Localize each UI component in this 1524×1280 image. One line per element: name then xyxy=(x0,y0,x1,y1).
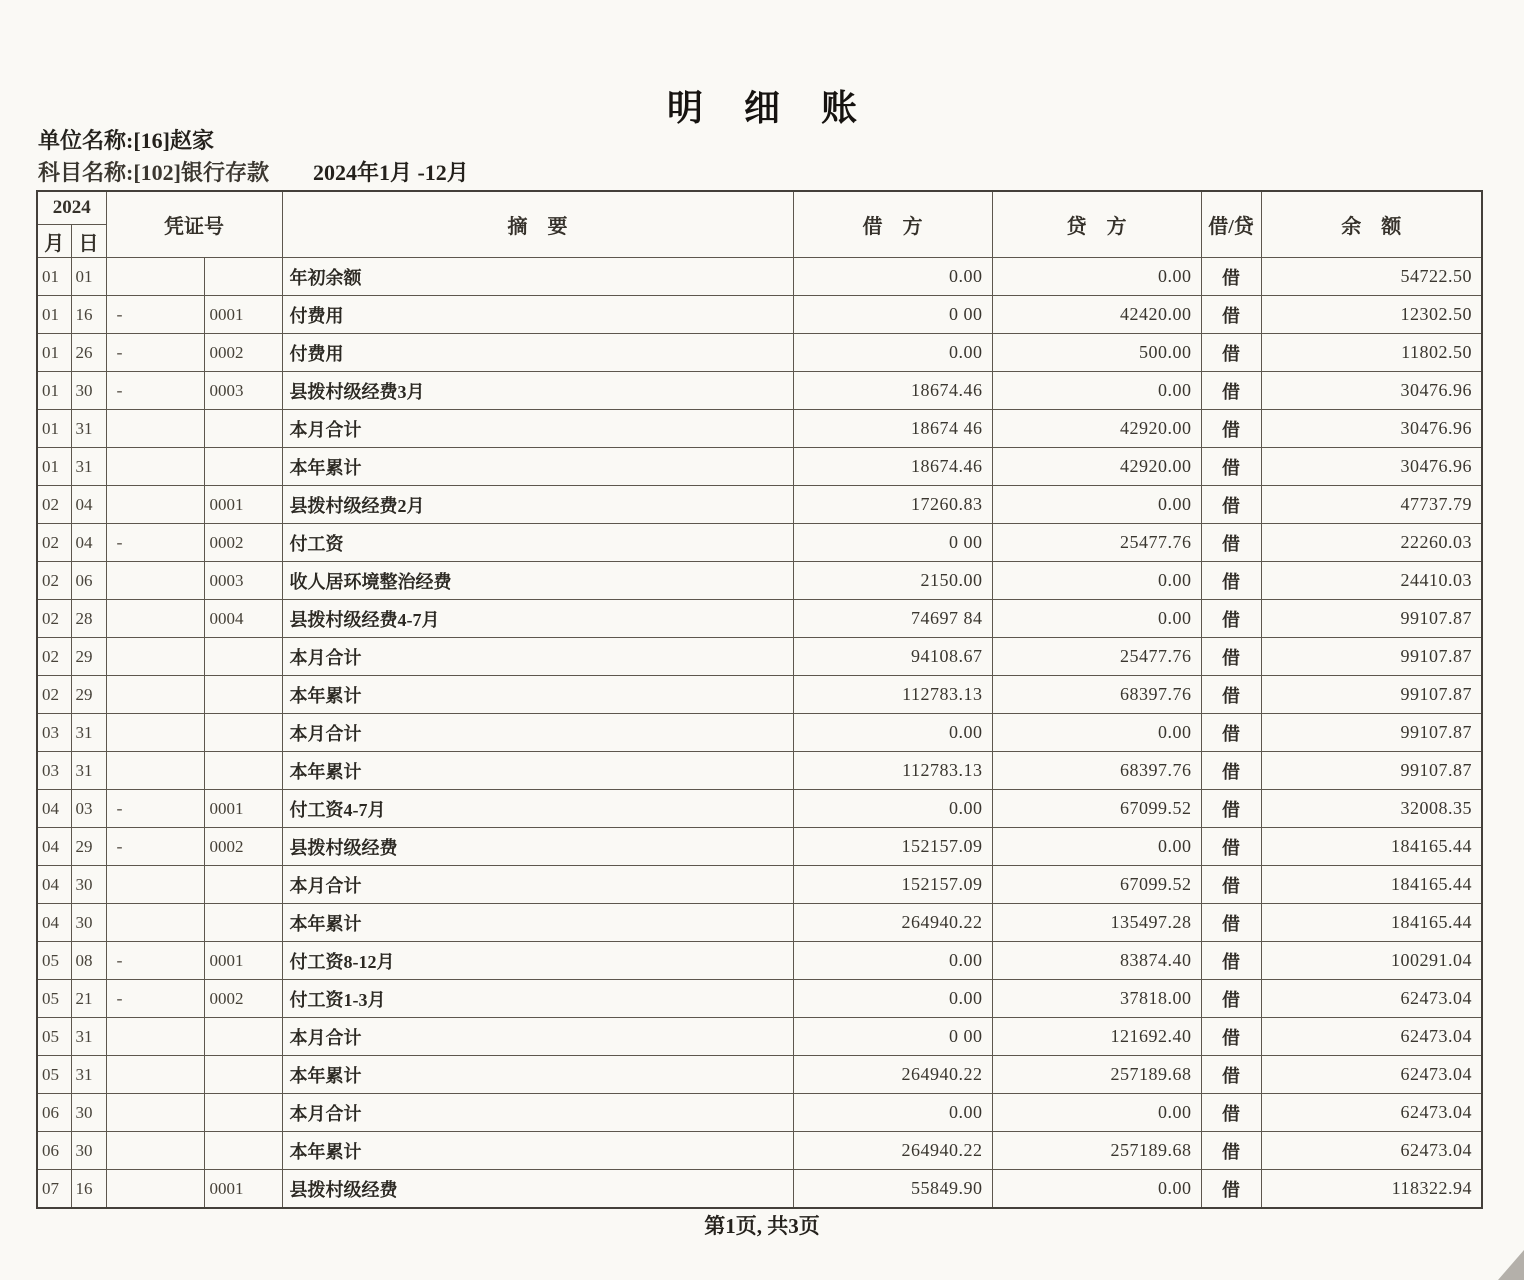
cell-month: 02 xyxy=(37,676,71,714)
cell-balance: 62473.04 xyxy=(1261,1056,1482,1094)
cell-day: 08 xyxy=(71,942,106,980)
page-title: 明 细 账 xyxy=(666,88,873,128)
period-label: 2024年1月 -12月 xyxy=(312,160,469,185)
cell-day: 31 xyxy=(71,1056,106,1094)
cell-summary: 本年累计 xyxy=(282,904,793,942)
cell-day: 29 xyxy=(71,828,106,866)
cell-credit: 0.00 xyxy=(992,1170,1201,1209)
cell-summary: 付工资 xyxy=(282,524,793,562)
cell-summary: 本年累计 xyxy=(282,448,793,486)
table-row xyxy=(37,676,1482,714)
cell-balance: 100291.04 xyxy=(1261,942,1482,980)
cell-direction: 借 xyxy=(1201,1094,1261,1132)
header-row-top xyxy=(37,191,1482,225)
table-row xyxy=(37,486,1482,524)
cell-debit: 0.00 xyxy=(793,334,992,372)
cell-balance: 99107.87 xyxy=(1261,676,1482,714)
cell-voucher-prefix xyxy=(106,600,204,638)
table-row xyxy=(37,296,1482,334)
cell-day: 16 xyxy=(71,1170,106,1209)
cell-balance: 62473.04 xyxy=(1261,1132,1482,1170)
cell-voucher-prefix xyxy=(106,676,204,714)
cell-month: 05 xyxy=(37,1056,71,1094)
cell-credit: 68397.76 xyxy=(992,752,1201,790)
cell-credit: 67099.52 xyxy=(992,866,1201,904)
cell-day: 31 xyxy=(71,410,106,448)
table-row xyxy=(37,258,1482,296)
cell-credit: 0.00 xyxy=(992,562,1201,600)
cell-direction: 借 xyxy=(1201,1056,1261,1094)
cell-balance: 99107.87 xyxy=(1261,752,1482,790)
cell-direction: 借 xyxy=(1201,790,1261,828)
table-row xyxy=(37,904,1482,942)
cell-voucher-prefix xyxy=(106,638,204,676)
cell-credit: 67099.52 xyxy=(992,790,1201,828)
cell-voucher-prefix: - xyxy=(106,372,204,410)
table-row xyxy=(37,600,1482,638)
cell-debit: 0 00 xyxy=(793,524,992,562)
cell-balance: 30476.96 xyxy=(1261,372,1482,410)
cell-summary: 县拨村级经费 xyxy=(282,828,793,866)
cell-voucher: 0002 xyxy=(204,980,282,1018)
cell-credit: 83874.40 xyxy=(992,942,1201,980)
cell-day: 04 xyxy=(71,524,106,562)
table-row xyxy=(37,1132,1482,1170)
cell-voucher xyxy=(204,638,282,676)
cell-debit: 0.00 xyxy=(793,980,992,1018)
cell-day: 31 xyxy=(71,448,106,486)
cell-voucher xyxy=(204,1018,282,1056)
cell-direction: 借 xyxy=(1201,714,1261,752)
cell-voucher xyxy=(204,258,282,296)
cell-month: 02 xyxy=(37,562,71,600)
cell-credit: 0.00 xyxy=(992,600,1201,638)
account-line xyxy=(38,156,469,187)
cell-debit: 0.00 xyxy=(793,942,992,980)
cell-summary: 付工资4-7月 xyxy=(282,790,793,828)
cell-credit: 37818.00 xyxy=(992,980,1201,1018)
cell-debit: 55849.90 xyxy=(793,1170,992,1209)
table-row xyxy=(37,448,1482,486)
cell-direction: 借 xyxy=(1201,600,1261,638)
cell-direction: 借 xyxy=(1201,562,1261,600)
cell-debit: 264940.22 xyxy=(793,904,992,942)
cell-day: 06 xyxy=(71,562,106,600)
cell-balance: 99107.87 xyxy=(1261,638,1482,676)
debit-header: 借 方 xyxy=(793,191,992,258)
cell-month: 02 xyxy=(37,486,71,524)
cell-month: 03 xyxy=(37,752,71,790)
cell-voucher-prefix xyxy=(106,866,204,904)
cell-debit: 18674.46 xyxy=(793,448,992,486)
cell-debit: 18674 46 xyxy=(793,410,992,448)
cell-voucher xyxy=(204,866,282,904)
cell-credit: 0.00 xyxy=(992,714,1201,752)
cell-credit: 135497.28 xyxy=(992,904,1201,942)
cell-day: 26 xyxy=(71,334,106,372)
cell-voucher-prefix: - xyxy=(106,334,204,372)
cell-direction: 借 xyxy=(1201,676,1261,714)
cell-summary: 付费用 xyxy=(282,334,793,372)
cell-summary: 付工资8-12月 xyxy=(282,942,793,980)
cell-direction: 借 xyxy=(1201,1170,1261,1209)
cell-voucher: 0002 xyxy=(204,524,282,562)
cell-direction: 借 xyxy=(1201,334,1261,372)
cell-day: 30 xyxy=(71,372,106,410)
cell-summary: 本月合计 xyxy=(282,714,793,752)
cell-voucher-prefix xyxy=(106,410,204,448)
cell-credit: 0.00 xyxy=(992,486,1201,524)
cell-voucher xyxy=(204,448,282,486)
cell-day: 30 xyxy=(71,1094,106,1132)
cell-direction: 借 xyxy=(1201,524,1261,562)
account-name-label: 科目名称:[102]银行存款 xyxy=(38,160,269,185)
table-row xyxy=(37,1018,1482,1056)
cell-month: 03 xyxy=(37,714,71,752)
table-row xyxy=(37,524,1482,562)
cell-day: 29 xyxy=(71,676,106,714)
cell-summary: 县拨村级经费4-7月 xyxy=(282,600,793,638)
cell-month: 05 xyxy=(37,942,71,980)
cell-credit: 257189.68 xyxy=(992,1056,1201,1094)
cell-voucher-prefix: - xyxy=(106,828,204,866)
cell-day: 29 xyxy=(71,638,106,676)
cell-day: 03 xyxy=(71,790,106,828)
table-row xyxy=(37,1170,1482,1209)
cell-credit: 257189.68 xyxy=(992,1132,1201,1170)
cell-summary: 本年累计 xyxy=(282,752,793,790)
cell-credit: 25477.76 xyxy=(992,638,1201,676)
table-row xyxy=(37,790,1482,828)
cell-direction: 借 xyxy=(1201,1018,1261,1056)
cell-day: 01 xyxy=(71,258,106,296)
cell-debit: 18674.46 xyxy=(793,372,992,410)
cell-direction: 借 xyxy=(1201,828,1261,866)
cell-summary: 本月合计 xyxy=(282,638,793,676)
day-header: 日 xyxy=(71,225,106,258)
table-row xyxy=(37,980,1482,1018)
cell-voucher: 0003 xyxy=(204,372,282,410)
cell-month: 04 xyxy=(37,866,71,904)
cell-debit: 0.00 xyxy=(793,258,992,296)
cell-voucher xyxy=(204,1094,282,1132)
cell-voucher-prefix: - xyxy=(106,790,204,828)
cell-debit: 94108.67 xyxy=(793,638,992,676)
cell-voucher xyxy=(204,904,282,942)
cell-direction: 借 xyxy=(1201,410,1261,448)
cell-voucher xyxy=(204,1056,282,1094)
cell-month: 01 xyxy=(37,334,71,372)
cell-credit: 42920.00 xyxy=(992,448,1201,486)
cell-month: 02 xyxy=(37,524,71,562)
cell-voucher: 0003 xyxy=(204,562,282,600)
cell-credit: 0.00 xyxy=(992,372,1201,410)
cell-month: 06 xyxy=(37,1094,71,1132)
cell-credit: 500.00 xyxy=(992,334,1201,372)
cell-voucher-prefix xyxy=(106,258,204,296)
cell-voucher xyxy=(204,410,282,448)
cell-voucher: 0001 xyxy=(204,942,282,980)
cell-debit: 2150.00 xyxy=(793,562,992,600)
cell-debit: 112783.13 xyxy=(793,676,992,714)
cell-balance: 184165.44 xyxy=(1261,828,1482,866)
cell-balance: 184165.44 xyxy=(1261,866,1482,904)
cell-voucher xyxy=(204,714,282,752)
table-row xyxy=(37,410,1482,448)
cell-voucher-prefix xyxy=(106,1018,204,1056)
cell-direction: 借 xyxy=(1201,904,1261,942)
direction-header: 借/贷 xyxy=(1201,191,1261,258)
cell-balance: 30476.96 xyxy=(1261,410,1482,448)
table-row xyxy=(37,752,1482,790)
cell-voucher: 0001 xyxy=(204,296,282,334)
cell-debit: 0.00 xyxy=(793,790,992,828)
cell-balance: 47737.79 xyxy=(1261,486,1482,524)
cell-debit: 112783.13 xyxy=(793,752,992,790)
cell-balance: 99107.87 xyxy=(1261,714,1482,752)
cell-day: 30 xyxy=(71,904,106,942)
cell-month: 07 xyxy=(37,1170,71,1209)
cell-voucher-prefix xyxy=(106,1132,204,1170)
cell-voucher-prefix xyxy=(106,1056,204,1094)
cell-voucher-prefix: - xyxy=(106,980,204,1018)
cell-voucher-prefix: - xyxy=(106,942,204,980)
cell-direction: 借 xyxy=(1201,296,1261,334)
credit-header: 贷 方 xyxy=(992,191,1201,258)
cell-debit: 264940.22 xyxy=(793,1132,992,1170)
cell-credit: 25477.76 xyxy=(992,524,1201,562)
cell-day: 31 xyxy=(71,714,106,752)
cell-month: 04 xyxy=(37,790,71,828)
cell-month: 01 xyxy=(37,296,71,334)
cell-month: 06 xyxy=(37,1132,71,1170)
cell-balance: 12302.50 xyxy=(1261,296,1482,334)
cell-voucher-prefix: - xyxy=(106,524,204,562)
cell-month: 01 xyxy=(37,410,71,448)
cell-day: 21 xyxy=(71,980,106,1018)
cell-voucher-prefix xyxy=(106,448,204,486)
table-row xyxy=(37,334,1482,372)
cell-direction: 借 xyxy=(1201,942,1261,980)
cell-month: 01 xyxy=(37,448,71,486)
cell-day: 31 xyxy=(71,1018,106,1056)
cell-month: 01 xyxy=(37,258,71,296)
table-header xyxy=(37,191,1482,258)
cell-balance: 24410.03 xyxy=(1261,562,1482,600)
cell-debit: 17260.83 xyxy=(793,486,992,524)
cell-debit: 152157.09 xyxy=(793,866,992,904)
cell-summary: 付费用 xyxy=(282,296,793,334)
table-row xyxy=(37,714,1482,752)
cell-debit: 264940.22 xyxy=(793,1056,992,1094)
summary-header: 摘 要 xyxy=(282,191,793,258)
cell-month: 04 xyxy=(37,828,71,866)
month-header: 月 xyxy=(37,225,71,258)
cell-month: 05 xyxy=(37,1018,71,1056)
cell-voucher-prefix xyxy=(106,752,204,790)
cell-month: 02 xyxy=(37,600,71,638)
cell-month: 02 xyxy=(37,638,71,676)
cell-direction: 借 xyxy=(1201,752,1261,790)
cell-direction: 借 xyxy=(1201,866,1261,904)
cell-voucher-prefix xyxy=(106,714,204,752)
cell-balance: 62473.04 xyxy=(1261,980,1482,1018)
cell-day: 16 xyxy=(71,296,106,334)
page-number-footer: 第1页, 共3页 xyxy=(704,1214,820,1238)
ledger-table-body xyxy=(37,258,1482,1209)
cell-summary: 年初余额 xyxy=(282,258,793,296)
cell-voucher-prefix: - xyxy=(106,296,204,334)
cell-direction: 借 xyxy=(1201,980,1261,1018)
cell-day: 30 xyxy=(71,866,106,904)
cell-day: 30 xyxy=(71,1132,106,1170)
cell-summary: 县拨村级经费 xyxy=(282,1170,793,1209)
cell-summary: 本月合计 xyxy=(282,866,793,904)
cell-direction: 借 xyxy=(1201,372,1261,410)
cell-direction: 借 xyxy=(1201,258,1261,296)
cell-debit: 0 00 xyxy=(793,1018,992,1056)
cell-balance: 99107.87 xyxy=(1261,600,1482,638)
cell-credit: 42420.00 xyxy=(992,296,1201,334)
cell-summary: 本年累计 xyxy=(282,1132,793,1170)
cell-summary: 县拨村级经费3月 xyxy=(282,372,793,410)
cell-voucher: 0002 xyxy=(204,334,282,372)
cell-voucher-prefix xyxy=(106,486,204,524)
table-row xyxy=(37,562,1482,600)
cell-voucher: 0001 xyxy=(204,1170,282,1209)
table-row xyxy=(37,638,1482,676)
cell-balance: 11802.50 xyxy=(1261,334,1482,372)
cell-day: 28 xyxy=(71,600,106,638)
cell-balance: 54722.50 xyxy=(1261,258,1482,296)
cell-voucher xyxy=(204,676,282,714)
cell-month: 04 xyxy=(37,904,71,942)
table-row xyxy=(37,1094,1482,1132)
cell-credit: 0.00 xyxy=(992,258,1201,296)
cell-summary: 付工资1-3月 xyxy=(282,980,793,1018)
cell-balance: 184165.44 xyxy=(1261,904,1482,942)
cell-voucher-prefix xyxy=(106,1170,204,1209)
cell-voucher: 0001 xyxy=(204,790,282,828)
cell-voucher: 0004 xyxy=(204,600,282,638)
cell-debit: 0 00 xyxy=(793,296,992,334)
scan-corner-artifact xyxy=(1498,1250,1524,1280)
table-row xyxy=(37,942,1482,980)
cell-direction: 借 xyxy=(1201,486,1261,524)
cell-voucher xyxy=(204,1132,282,1170)
cell-voucher-prefix xyxy=(106,904,204,942)
cell-summary: 本年累计 xyxy=(282,1056,793,1094)
cell-day: 04 xyxy=(71,486,106,524)
cell-credit: 0.00 xyxy=(992,828,1201,866)
cell-summary: 本月合计 xyxy=(282,1094,793,1132)
cell-direction: 借 xyxy=(1201,1132,1261,1170)
cell-voucher-prefix xyxy=(106,1094,204,1132)
cell-debit: 0.00 xyxy=(793,1094,992,1132)
cell-debit: 0.00 xyxy=(793,714,992,752)
year-header: 2024 xyxy=(37,191,106,225)
cell-summary: 县拨村级经费2月 xyxy=(282,486,793,524)
balance-header: 余 额 xyxy=(1261,191,1482,258)
cell-month: 01 xyxy=(37,372,71,410)
voucher-number-header: 凭证号 xyxy=(106,191,282,258)
table-row xyxy=(37,866,1482,904)
cell-balance: 62473.04 xyxy=(1261,1094,1482,1132)
cell-balance: 30476.96 xyxy=(1261,448,1482,486)
cell-month: 05 xyxy=(37,980,71,1018)
cell-summary: 本年累计 xyxy=(282,676,793,714)
cell-credit: 68397.76 xyxy=(992,676,1201,714)
cell-voucher: 0002 xyxy=(204,828,282,866)
table-row xyxy=(37,828,1482,866)
table-row xyxy=(37,1056,1482,1094)
cell-credit: 0.00 xyxy=(992,1094,1201,1132)
cell-voucher-prefix xyxy=(106,562,204,600)
cell-summary: 本月合计 xyxy=(282,1018,793,1056)
cell-balance: 62473.04 xyxy=(1261,1018,1482,1056)
cell-debit: 152157.09 xyxy=(793,828,992,866)
cell-voucher xyxy=(204,752,282,790)
cell-voucher: 0001 xyxy=(204,486,282,524)
cell-direction: 借 xyxy=(1201,638,1261,676)
cell-summary: 收人居环境整治经费 xyxy=(282,562,793,600)
unit-name-label: 单位名称:[16]赵家 xyxy=(38,128,214,153)
table-row xyxy=(37,372,1482,410)
cell-balance: 22260.03 xyxy=(1261,524,1482,562)
ledger-table xyxy=(36,190,1483,1209)
cell-direction: 借 xyxy=(1201,448,1261,486)
cell-credit: 42920.00 xyxy=(992,410,1201,448)
cell-debit: 74697 84 xyxy=(793,600,992,638)
cell-summary: 本月合计 xyxy=(282,410,793,448)
cell-balance: 118322.94 xyxy=(1261,1170,1482,1209)
cell-credit: 121692.40 xyxy=(992,1018,1201,1056)
cell-day: 31 xyxy=(71,752,106,790)
cell-balance: 32008.35 xyxy=(1261,790,1482,828)
